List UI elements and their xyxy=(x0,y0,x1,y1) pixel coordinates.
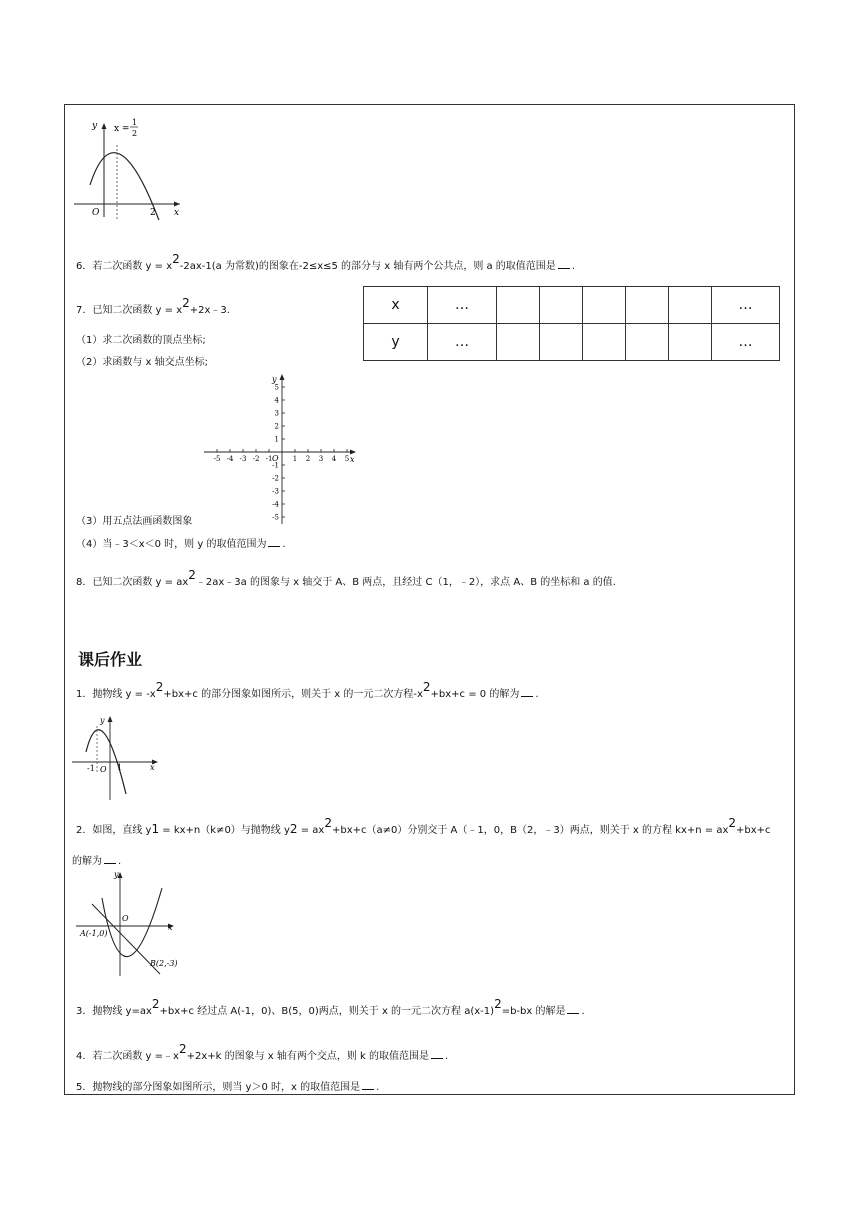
fig-h2-x-label: x xyxy=(168,923,173,932)
grid-x-tick-label: -3 xyxy=(239,455,247,463)
homework-2: 2．如图，直线 y1 = kx+n（k≠0）与抛物线 y2 = ax2+bx+c（a≠0）分别交于 A（﹣1，0，B（2，﹣3）两点，则关于 x 的方程 kx+n = ax2+bx+c xyxy=(76,816,771,836)
grid-y-tick-label: 4 xyxy=(274,396,279,405)
table-cell: … xyxy=(712,287,780,324)
fig-h2-point-b: B(2,-3) xyxy=(150,959,178,968)
table-cell: … xyxy=(428,287,497,324)
grid-x-tick-label: -5 xyxy=(213,455,221,463)
table-cell xyxy=(497,287,540,324)
question-7-part-4: （4）当﹣3＜x＜0 时，则 y 的取值范围为 . xyxy=(76,539,286,550)
fig-h1-origin: O xyxy=(100,765,107,774)
fig-top-axis-eq: x = xyxy=(114,124,130,134)
parabola-figure-h1 xyxy=(70,712,162,802)
table-cell xyxy=(626,287,669,324)
table-header-x: x xyxy=(364,287,428,324)
grid-y-tick-label: 2 xyxy=(274,422,279,431)
table-cell xyxy=(669,324,712,361)
table-cell: … xyxy=(428,324,497,361)
table-cell xyxy=(626,324,669,361)
fig-h1-minus-one: -1 xyxy=(87,764,95,773)
value-table xyxy=(363,286,780,361)
fig-h2-origin: O xyxy=(122,914,129,923)
grid-x-tick-label: 5 xyxy=(344,455,350,463)
table-row xyxy=(364,287,780,324)
table-row xyxy=(364,324,780,361)
homework-4: 4．若二次函数 y =﹣x2+2x+k 的图象与 x 轴有两个交点，则 k 的取值范围是 . xyxy=(76,1042,449,1062)
homework-2-line-2: 的解为 . xyxy=(72,856,122,867)
grid-y-tick-label: -3 xyxy=(272,487,279,496)
question-7-part-3: （3）用五点法画函数图象 xyxy=(76,516,193,527)
grid-y-tick-label: 5 xyxy=(274,383,279,392)
homework-3: 3．抛物线 y=ax2+bx+c 经过点 A(-1，0)、B(5，0)两点，则关于 x 的一元二次方程 a(x-1)2=b-bx 的解是 . xyxy=(76,997,585,1017)
fig-h2-y-label: y xyxy=(114,870,119,879)
fig-h1-x-label: x xyxy=(150,763,155,772)
question-7-part-1: （1）求二次函数的顶点坐标; xyxy=(76,335,206,346)
grid-x-tick-label: 2 xyxy=(305,455,311,463)
grid-origin: O xyxy=(272,454,279,463)
grid-x-tick-label: -4 xyxy=(226,455,234,463)
grid-x-tick-label: 4 xyxy=(331,455,337,463)
homework-1: 1．抛物线 y = -x2+bx+c 的部分图象如图所示，则关于 x 的一元二次方程-x2+bx+c = 0 的解为 . xyxy=(76,680,539,700)
line-parabola-figure-h2 xyxy=(74,868,192,982)
grid-y-tick-label: 1 xyxy=(274,435,279,444)
fig-top-two: 2 xyxy=(150,208,156,218)
question-7-title: 7．已知二次函数 y = x2+2x﹣3. xyxy=(76,296,230,316)
fig-h1-y-label: y xyxy=(100,716,105,725)
fig-top-y-label: y xyxy=(92,121,98,131)
grid-y-tick-label: -5 xyxy=(272,513,279,522)
grid-x-tick-label: 1 xyxy=(292,455,298,463)
fig-top-half-den: 2 xyxy=(132,129,138,138)
grid-y-tick-label: -4 xyxy=(272,500,279,509)
coordinate-grid xyxy=(200,372,364,528)
grid-x-tick-label: -2 xyxy=(252,455,260,463)
table-cell xyxy=(497,324,540,361)
table-cell xyxy=(583,287,626,324)
grid-y-tick-label: -2 xyxy=(272,474,279,483)
question-6: 6．若二次函数 y = x2-2ax-1(a 为常数)的图象在-2≤x≤5 的部分与 x 轴有两个公共点，则 a 的取值范围是 . xyxy=(76,252,575,272)
table-header-y: y xyxy=(364,324,428,361)
fig-top-x-label: x xyxy=(174,208,180,218)
parabola-figure-top xyxy=(70,115,190,220)
homework-heading: 课后作业 xyxy=(78,650,143,669)
fig-h1-one: 1 xyxy=(117,763,123,772)
table-cell: … xyxy=(712,324,780,361)
grid-y-tick-label: -1 xyxy=(272,461,279,470)
fig-top-half-num: 1 xyxy=(132,118,138,127)
table-cell xyxy=(540,287,583,324)
grid-x-tick-label: -1 xyxy=(265,455,273,463)
grid-x-label: x xyxy=(350,455,355,464)
homework-5: 5．抛物线的部分图象如图所示，则当 y＞0 时，x 的取值范围是 . xyxy=(76,1082,380,1093)
grid-x-tick-label: 3 xyxy=(318,455,324,463)
fig-h2-point-a: A(-1,0) xyxy=(80,929,108,938)
table-cell xyxy=(583,324,626,361)
grid-y-tick-label: 3 xyxy=(274,409,279,418)
question-8: 8．已知二次函数 y = ax2﹣2ax﹣3a 的图象与 x 轴交于 A、B 两点，且经过 C（1，﹣2），求点 A、B 的坐标和 a 的值. xyxy=(76,568,616,588)
table-cell xyxy=(669,287,712,324)
grid-y-label: y xyxy=(272,375,277,384)
table-cell xyxy=(540,324,583,361)
fig-top-origin: O xyxy=(92,208,100,218)
question-7-part-2: （2）求函数与 x 轴交点坐标; xyxy=(76,357,209,368)
